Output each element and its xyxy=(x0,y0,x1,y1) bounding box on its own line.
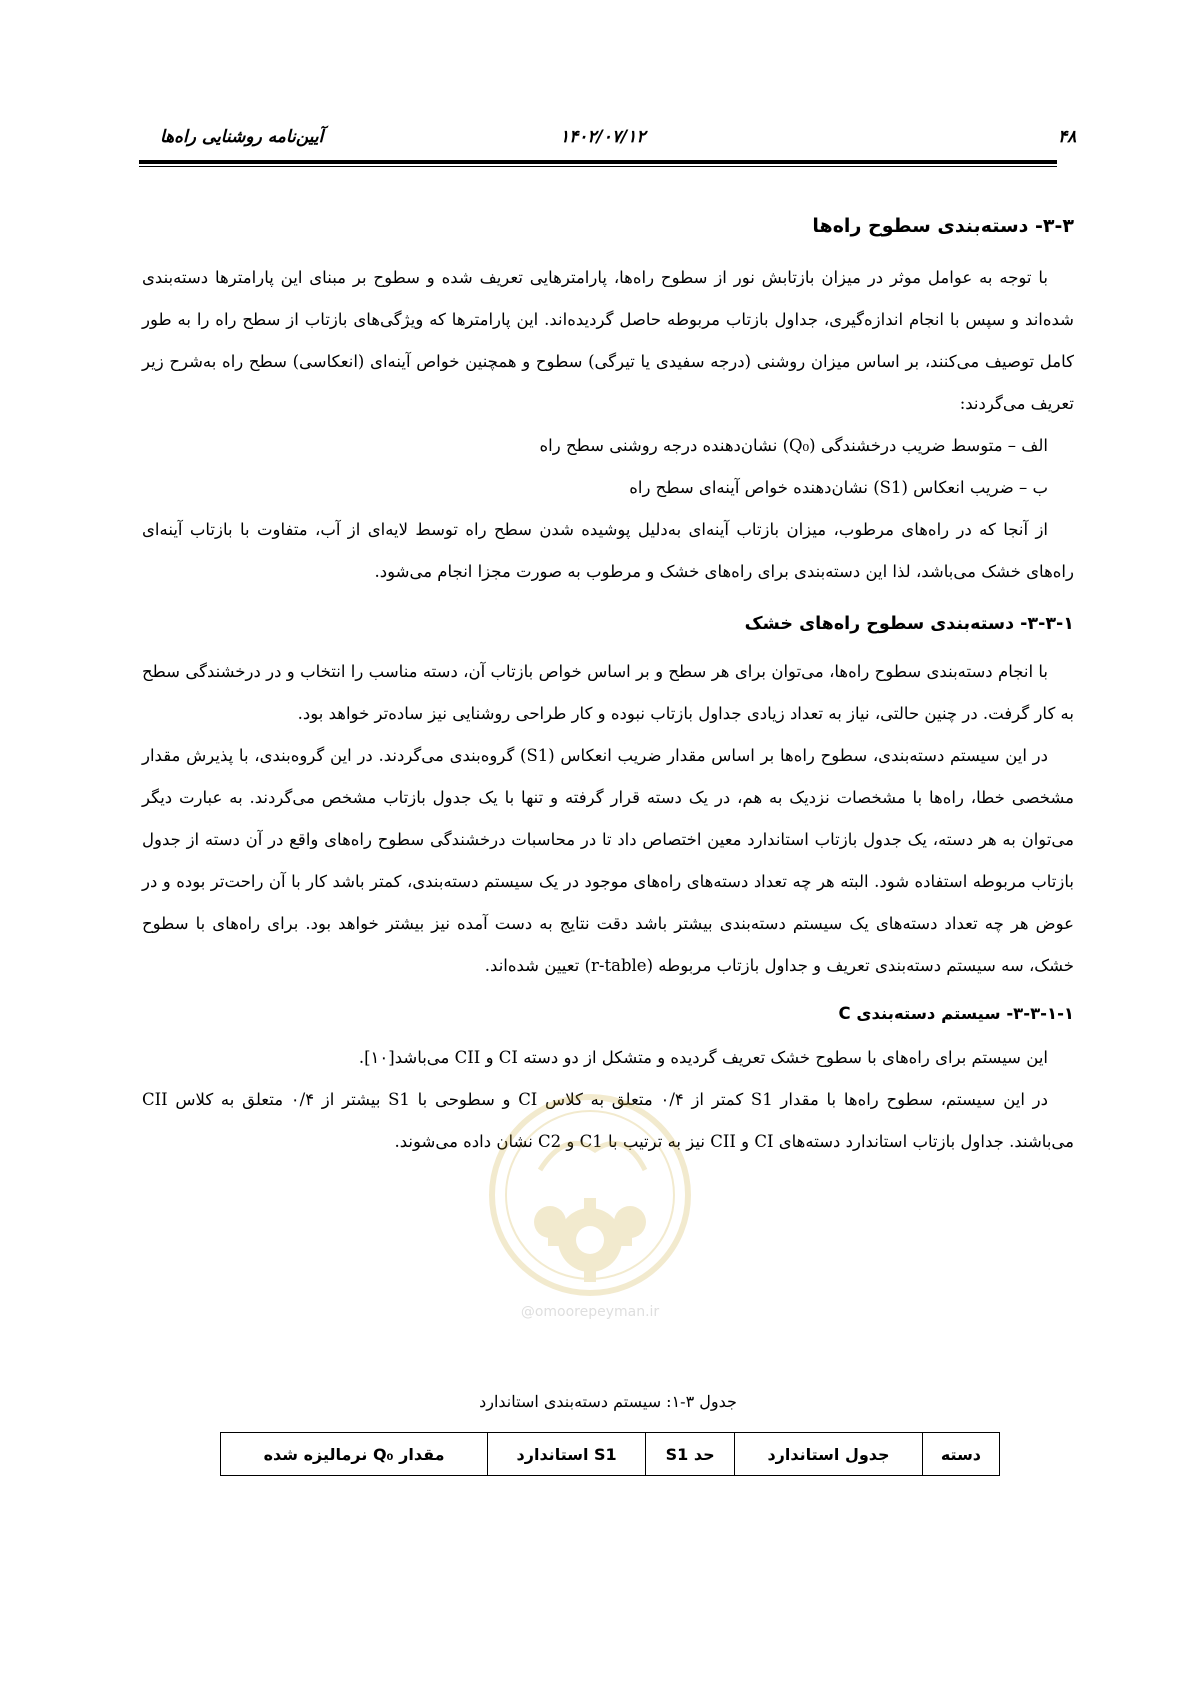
subsection-paragraph-1: با انجام دسته‌بندی سطوح راه‌ها، می‌توان برای هر سطح و بر اساس خواص بازتاب آن، دسته مناسب را انتخاب و در درخشندگی سطح به کار گرفت. در چنین حالتی، نیاز به تعداد زیادی جداول بازتاب نبوده و کار طراحی روشنایی نیز ساده‌تر خواهد بود. xyxy=(142,662,1074,723)
table-header-cell: S1 استاندارد xyxy=(488,1433,646,1476)
table-header-cell: جدول استاندارد xyxy=(735,1433,923,1476)
watermark-url: @omoorepeyman.ir xyxy=(520,1304,660,1320)
table-header-cell: دسته xyxy=(922,1433,999,1476)
watermark-gear-icon xyxy=(485,1090,695,1300)
list-item-a: الف – متوسط ضریب درخشندگی (Q₀) نشان‌دهنده درجه روشنی سطح راه xyxy=(539,436,1048,455)
page-number: ۴۸ xyxy=(1058,127,1077,147)
header-document-title: آیین‌نامه روشنایی راه‌ها xyxy=(160,127,324,147)
section-paragraph-2: از آنجا که در راه‌های مرطوب، میزان بازتاب آینه‌ای به‌دلیل پوشیده شدن سطح راه توسط لایه‌ای از آب، متفاوت با بازتاب آینه‌ای راه‌های خشک می‌باشد، لذا این دسته‌بندی برای راه‌های خشک و مرطوب به صورت مجزا انجام می‌شود. xyxy=(142,520,1074,581)
subsection-heading: ۳-۳-۱- دسته‌بندی سطوح راه‌های خشک xyxy=(744,614,1074,634)
table-caption: جدول ۳-۱: سیستم دسته‌بندی استاندارد xyxy=(479,1392,737,1411)
header-date: ۱۴۰۲/۰۷/۱۲ xyxy=(560,127,646,147)
header-rule-thick xyxy=(139,160,1057,164)
subsubsection-paragraph-1: این سیستم برای راه‌های با سطوح خشک تعریف گردیده و متشکل از دو دسته CI و CII می‌باشد[۱۰]. xyxy=(358,1048,1048,1067)
table-header-cell: مقدار Q₀ نرمالیزه شده xyxy=(221,1433,488,1476)
classification-table xyxy=(220,1432,1000,1476)
watermark-logo xyxy=(485,1090,695,1330)
section-paragraph-1: با توجه به عوامل موثر در میزان بازتابش نور از سطوح راه‌ها، پارامترهایی تعریف شده و سطوح بر مبنای این پارامترها دسته‌بندی شده‌اند و سپس با انجام اندازه‌گیری، جداول بازتاب مربوطه حاصل گردیده‌اند. این پارامترها که ویژگی‌های بازتاب از سطح راه را به طور کامل توصیف می‌کنند، بر اساس میزان روشنی (درجه سفیدی یا تیرگی) سطوح و همچنین خواص آینه‌ای (انعکاسی) سطح راه به‌شرح زیر تعریف می‌گردند: xyxy=(142,268,1074,413)
subsubsection-paragraph-2: در این سیستم، سطوح راه‌ها با مقدار S1 کمتر از ۰/۴ متعلق به کلاس CI و سطوحی با S1 بیشتر از ۰/۴ متعلق به کلاس CII می‌باشند. جداول بازتاب استاندارد دسته‌های CI و CII نیز به ترتیب با C1 و C2 نشان داده می‌شوند. xyxy=(142,1090,1074,1151)
list-item-b: ب – ضریب انعکاس (S1) نشان‌دهنده خواص آینه‌ای سطح راه xyxy=(629,478,1048,497)
subsection-paragraph-2: در این سیستم دسته‌بندی، سطوح راه‌ها بر اساس مقدار ضریب انعکاس (S1) گروه‌بندی می‌گردند. در این گروه‌بندی، با پذیرش مقدار مشخصی خطا، راه‌ها با مشخصات نزدیک به هم، در یک دسته قرار گرفته و تنها با یک جدول بازتاب مشخص می‌گردند. به عبارت دیگر می‌توان به هر دسته، یک جدول بازتاب استاندارد معین اختصاص داد تا در محاسبات درخشندگی سطوح راه‌های واقع در آن دسته از جدول بازتاب مربوطه استفاده شود. البته هر چه تعداد دسته‌های راه‌های موجود در یک سیستم دسته‌بندی، کمتر باشد کار با آن راحت‌تر بوده و در عوض هر چه تعداد دسته‌های یک سیستم دسته‌بندی بیشتر باشد دقت نتایج به دست آمده نیز بیشتر خواهد بود. برای راه‌های با سطوح خشک، سه سیستم دسته‌بندی تعریف و جداول بازتاب مربوطه (r-table) تعیین شده‌اند. xyxy=(142,746,1074,975)
subsubsection-heading: ۳-۳-۱-۱- سیستم دسته‌بندی C xyxy=(838,1004,1074,1023)
section-heading: ۳-۳- دسته‌بندی سطوح راه‌ها xyxy=(812,215,1074,237)
table-header-cell: حد S1 xyxy=(646,1433,735,1476)
table-header-row xyxy=(221,1433,1000,1476)
body-text xyxy=(142,205,1074,1163)
header-rule-thin xyxy=(139,166,1057,167)
